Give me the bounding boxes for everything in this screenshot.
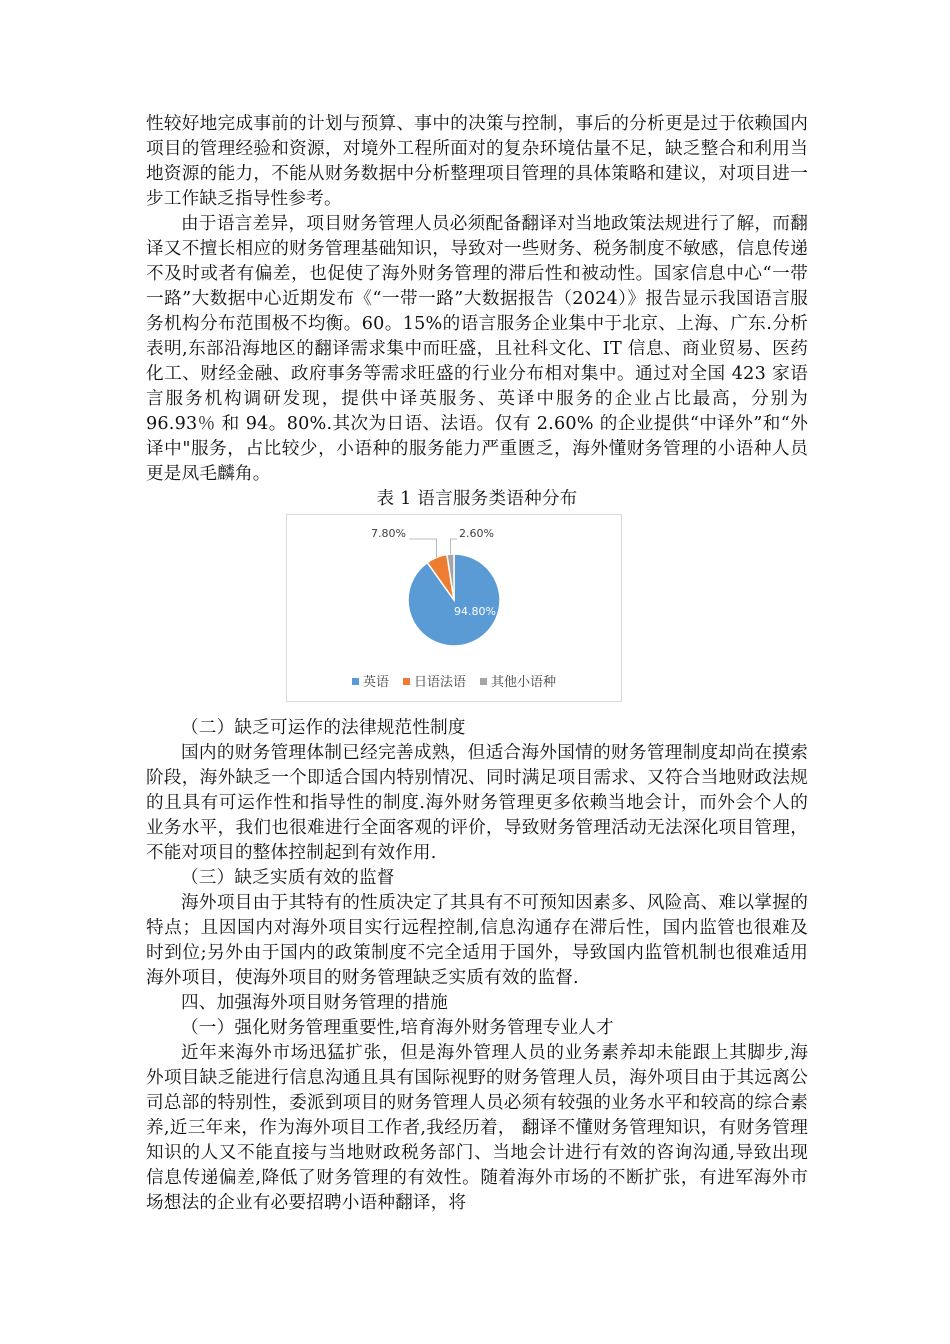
data-label-2: 2.60% <box>459 527 494 540</box>
data-label-0: 94.80% <box>454 605 496 618</box>
leader-line-2 <box>450 539 457 554</box>
section-heading-2: （二）缺乏可运作的法律规范性制度 <box>181 718 466 738</box>
section-heading-3: （三）缺乏实质有效的监督 <box>181 868 395 888</box>
section-heading-4-1: （一）强化财务管理重要性,培育海外财务管理专业人才 <box>181 1018 614 1038</box>
legend-swatch-2 <box>480 678 487 685</box>
paragraph-1: 性较好地完成事前的计划与预算、事中的决策与控制，事后的分析更是过于依赖国内项目的管理经验和资源，对境外工程所面对的复杂环境估量不足，缺乏整合和利用当地资源的能力，不能从财务数据中分析整理项目管理的具体策略和建议，对项目进一步工作缺乏指导性参考。 <box>146 114 808 209</box>
legend-swatch-1 <box>403 678 410 685</box>
paragraph-2: 由于语言差异，项目财务管理人员必须配备翻译对当地政策法规进行了解，而翻译又不擅长相应的财务管理基础知识，导致对一些财务、税务制度不敏感，信息传递不及时或者有偏差，也促使了海外财务管理的滞后性和被动性。国家信息中心“一带一路”大数据中心近期发布《“一带一路”大数据报告（2024）》报告显示我国语言服务机构分布范围极不均衡。60。15%的语言服务企业集中于北京、上海、广东.分析表明,东部沿海地区的翻译需求集中而旺盛，且社科文化、IT 信息、商业贸易、医药化工、财经金融、政府事务等需求旺盛的行业分布相对集中。通过对全国 423 家语言服务机构调研发现，提供中译英服务、英译中服务的企业占比最高，分别为 96.93％ 和 94。80%.其次为日语、法语。仅有 2.60% 的企业提供“中译外”和“外译中"服务，占比较少，小语种的服务能力严重匮乏，海外懂财务管理的小语种人员更是凤毛麟角。 <box>146 214 808 484</box>
data-label-1: 7.80% <box>371 527 406 540</box>
section-heading-4: 四、加强海外项目财务管理的措施 <box>181 993 448 1013</box>
leader-line-1 <box>409 539 437 557</box>
paragraph-5: 近年来海外市场迅猛扩张，但是海外管理人员的业务素养却未能跟上其脚步,海外项目缺乏能进行信息沟通且具有国际视野的财务管理人员，海外项目由于其远离公司总部的特别性，委派到项目的财务管理人员必须有较强的业务水平和较高的综合素养,近三年来，作为海外项目工作者,我经历着， 翻译不懂财务管理知识，有财务管理知识的人又不能直接与当地财政税务部门、当地会计进行有效的咨询沟通,导致出现信息传递偏差,降低了财务管理的有效性。随着海外市场的不断扩张，有进军海外市场想法的企业有必要招聘小语种翻译，将 <box>146 1043 808 1213</box>
paragraph-3: 国内的财务管理体制已经完善成熟，但适合海外国情的财务管理制度却尚在摸索阶段，海外缺乏一个即适合国内特别情况、同时满足项目需求、又符合当地财政法规的且具有可运作性和指导性的制度.海外财务管理更多依赖当地会计，而外会个人的业务水平，我们也很难进行全面客观的评价，导致财务管理活动无法深化项目管理，不能对项目的整体控制起到有效作用. <box>146 743 808 863</box>
chart-legend <box>287 671 621 690</box>
document-page <box>146 112 808 1216</box>
legend-item-2 <box>480 671 556 690</box>
legend-label-0: 英语 <box>362 675 389 690</box>
language-pie-chart <box>286 514 622 702</box>
legend-label-1: 日语法语 <box>413 675 466 690</box>
table-caption: 表 1 语言服务类语种分布 <box>376 489 578 509</box>
legend-label-2: 其他小语种 <box>491 675 557 690</box>
legend-item-0 <box>352 671 389 690</box>
legend-item-1 <box>403 671 466 690</box>
paragraph-4: 海外项目由于其特有的性质决定了其具有不可预知因素多、风险高、难以掌握的特点；且因国内对海外项目实行远程控制,信息沟通存在滞后性，国内监管也很难及时到位;另外由于国内的政策制度不完全适用于国外，导致国内监管机制也很难适用海外项目，使海外项目的财务管理缺乏实质有效的监督. <box>146 893 808 988</box>
legend-swatch-0 <box>352 678 359 685</box>
